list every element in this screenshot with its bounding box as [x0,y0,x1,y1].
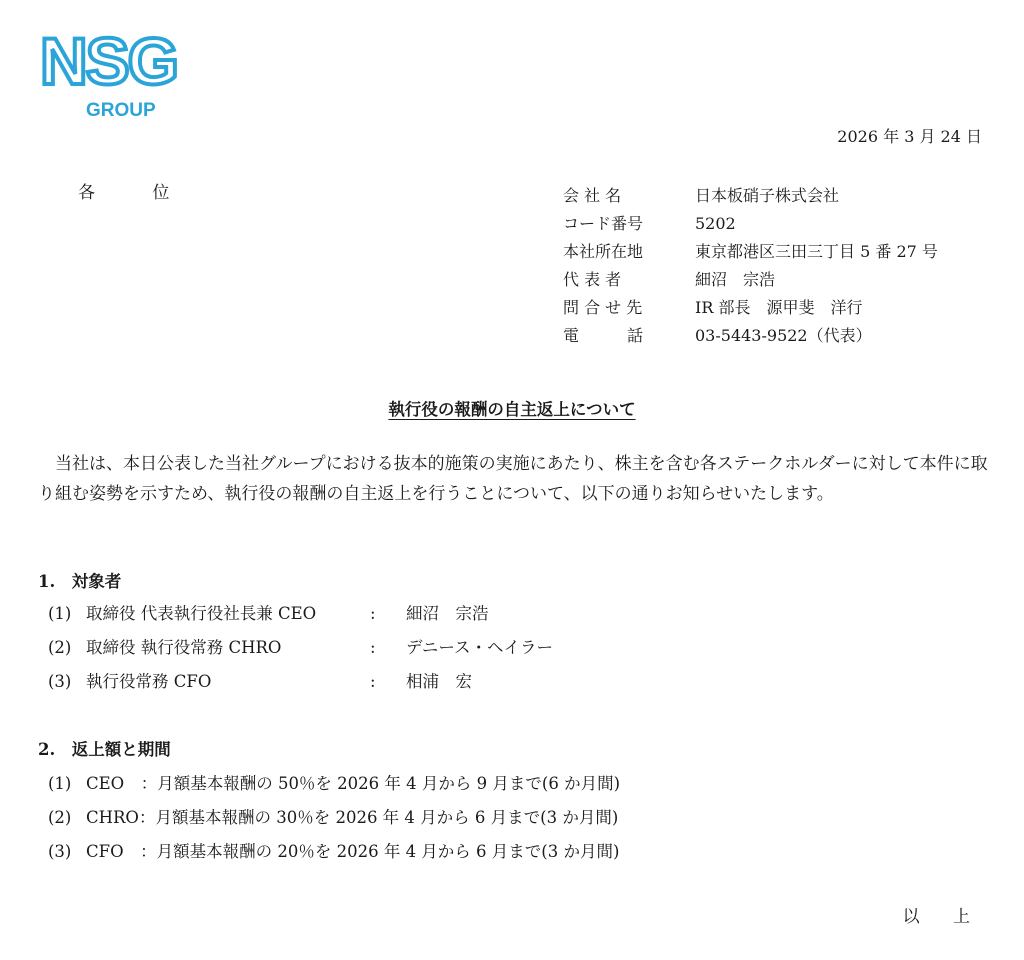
row-colon: : [370,672,376,691]
logo-mark: NSG [40,26,178,98]
document-title-container [0,396,1024,420]
company-info-row [563,238,938,266]
company-info-row [563,266,938,294]
info-value: 日本板硝子株式会社 [695,186,840,205]
target-row [48,631,553,665]
info-value: 5202 [695,214,736,233]
company-info-row [563,294,938,322]
row-colon: : [370,604,376,623]
row-number: (1) [48,774,72,793]
info-label: 問 合 せ 先 [563,298,643,317]
target-name: デニース・ヘイラー [406,638,554,657]
target-name: 細沼 宗浩 [406,604,489,623]
document-date: 2026 年 3 月 24 日 [837,127,982,146]
row-number: (2) [48,808,72,827]
company-info-row [563,322,938,350]
target-row [48,597,489,631]
info-value: 細沼 宗浩 [695,270,776,289]
period-row [48,804,618,828]
row-number: (2) [48,638,72,657]
row-number: (3) [48,672,72,691]
logo-group-text: GROUP [86,100,156,121]
period-text: CEO ：月額基本報酬の 50％を 2026 年 4 月から 9 月まで(6 か月間) [86,774,621,793]
target-role: 執行役常務 CFO [86,672,212,691]
section-heading-amount-period: 2. 返上額と期間 [38,740,171,759]
target-role: 取締役 代表執行役社長兼 CEO [86,604,317,623]
target-role: 取締役 執行役常務 CHRO [86,638,282,657]
nsg-group-logo [38,26,208,122]
period-row [48,770,620,794]
target-name: 相浦 宏 [406,672,472,691]
row-colon: : [370,638,376,657]
document-title: 執行役の報酬の自主返上について [388,400,636,419]
period-text: CFO ：月額基本報酬の 20％を 2026 年 4 月から 6 月まで(3 か月間) [86,842,620,861]
period-row [48,838,619,862]
info-label: 会 社 名 [563,186,622,205]
row-number: (1) [48,604,72,623]
company-info-row [563,210,938,238]
info-label: 本社所在地 [563,242,644,261]
info-value: 03-5443-9522（代表） [695,326,872,345]
addressee: 各 位 [78,183,196,203]
info-label: 電 話 [563,326,644,345]
info-label: コード番号 [563,214,644,233]
section-heading-targets: 1. 対象者 [38,572,122,591]
company-info-block [563,182,938,350]
target-row [48,665,472,699]
info-value: IR 部長 源甲斐 洋行 [695,298,863,317]
company-info-row [563,182,938,210]
info-value: 東京都港区三田三丁目 5 番 27 号 [695,242,938,261]
closing-mark: 以 上 [902,907,984,927]
body-paragraph: 当社は、本日公表した当社グループにおける抜本的施策の実施にあたり、株主を含む各ステークホルダーに対して本件に取り組む姿勢を示すため、執行役の報酬の自主返上を行うことについて、以下の通りお知らせいたします。 [38,454,988,504]
period-text: CHRO：月額基本報酬の 30％を 2026 年 4 月から 6 月まで(3 か月間) [86,808,619,827]
info-label: 代 表 者 [563,270,622,289]
row-number: (3) [48,842,72,861]
